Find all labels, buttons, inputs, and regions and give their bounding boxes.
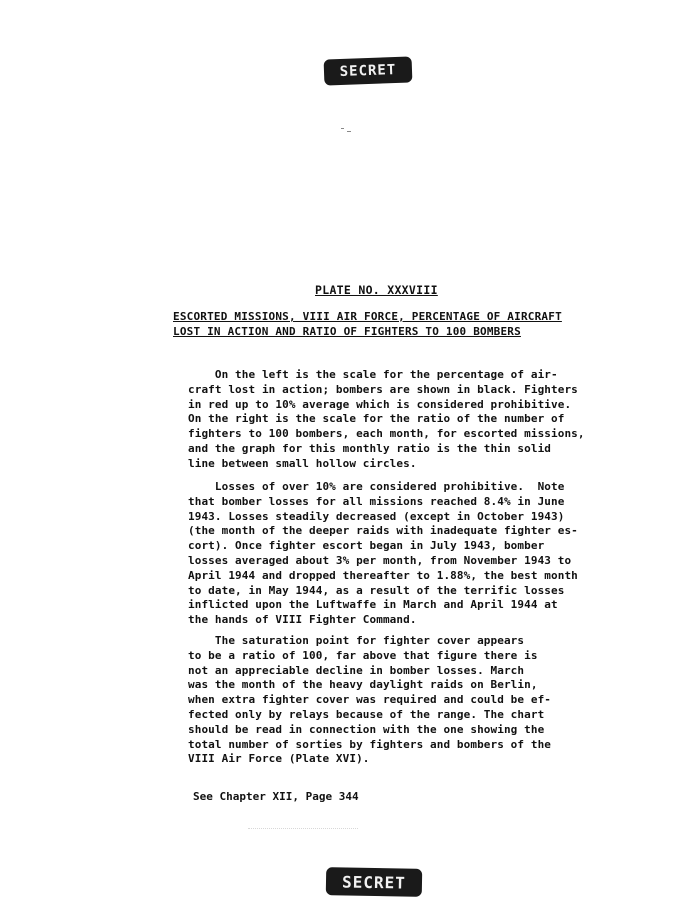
text-line: fected only by relays because of the range. The chart — [188, 707, 545, 721]
text-line: VIII Air Force (Plate XVI). — [188, 752, 370, 766]
plate-title: PLATE NO. XXXVIII — [315, 283, 438, 297]
text-line: and the graph for this monthly ratio is the thin solid — [188, 441, 552, 455]
text-line: Losses of over 10% are considered prohibitive. Note — [188, 480, 565, 493]
heading-line: LOST IN ACTION AND RATIO OF FIGHTERS TO 100 BOMBERS — [173, 325, 521, 338]
text-line: the hands of VIII Fighter Command. — [188, 613, 417, 627]
text-line: should be read in connection with the one showing the — [188, 722, 545, 736]
text-line: that bomber losses for all missions reached 8.4% in June — [188, 494, 565, 508]
secret-stamp-top: SECRET — [324, 56, 413, 85]
text-line: line between small hollow circles. — [188, 456, 417, 470]
text-line: when extra fighter cover was required and could be ef- — [188, 693, 552, 707]
text-line: On the right is the scale for the ratio of the number of — [188, 412, 565, 426]
text-line: losses averaged about 3% per month, from November 1943 to — [188, 553, 572, 567]
scan-speck — [347, 131, 351, 132]
text-line: On the left is the scale for the percentage of air- — [188, 368, 558, 381]
text-line: 1943. Losses steadily decreased (except in October 1943) — [188, 509, 565, 523]
faint-scan-mark — [248, 828, 358, 859]
scan-speck — [341, 128, 344, 129]
text-line: craft lost in action; bombers are shown in black. Fighters — [188, 382, 578, 396]
heading-line: ESCORTED MISSIONS, VIII AIR FORCE, PERCENTAGE OF AIRCRAFT — [173, 310, 562, 323]
paragraph-scale-explanation — [188, 368, 618, 472]
text-line: not an appreciable decline in bomber losses. March — [188, 663, 525, 677]
text-line: The saturation point for fighter cover appears — [188, 634, 525, 647]
secret-stamp-bottom: SECRET — [326, 867, 422, 897]
text-line: total number of sorties by fighters and bombers of the — [188, 737, 552, 751]
text-line: inflicted upon the Luftwaffe in March and April 1944 at — [188, 598, 558, 612]
paragraph-saturation-point — [188, 634, 618, 767]
text-line: to date, in May 1944, as a result of the terrific losses — [188, 583, 565, 597]
paragraph-losses — [188, 480, 618, 628]
text-line: fighters to 100 bombers, each month, for escorted missions, — [188, 427, 585, 441]
text-line: was the month of the heavy daylight raids on Berlin, — [188, 678, 538, 692]
document-heading — [173, 309, 593, 339]
chapter-reference: See Chapter XII, Page 344 — [193, 790, 359, 803]
text-line: to be a ratio of 100, far above that figure there is — [188, 648, 538, 662]
text-line: April 1944 and dropped thereafter to 1.88%, the best month — [188, 568, 578, 582]
text-line: (the month of the deeper raids with inadequate fighter es- — [188, 524, 578, 538]
text-line: in red up to 10% average which is considered prohibitive. — [188, 397, 572, 411]
text-line: cort). Once fighter escort began in July 1943, bomber — [188, 539, 545, 553]
